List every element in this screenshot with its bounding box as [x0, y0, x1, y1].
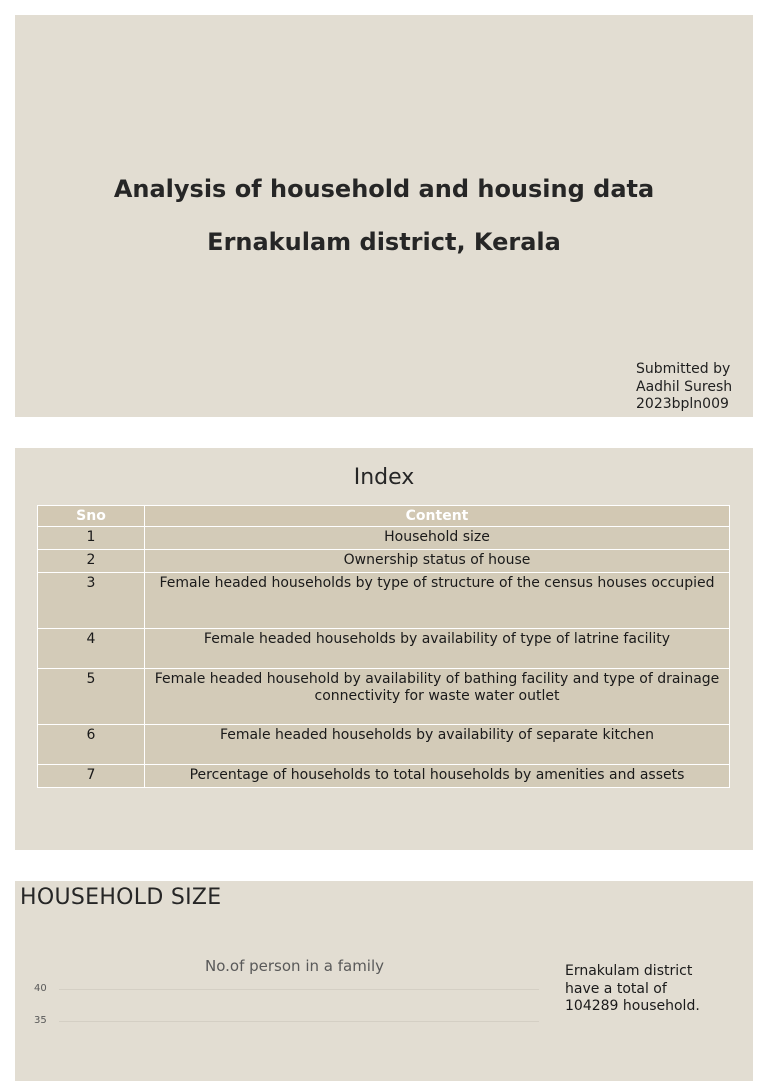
row-content: Percentage of households to total households by amenities and assets — [145, 765, 730, 788]
gridline — [59, 1021, 539, 1022]
household-size-slide — [15, 881, 753, 1081]
row-content: Female headed households by availability of separate kitchen — [145, 725, 730, 765]
row-content: Female headed households by availability of type of latrine facility — [145, 629, 730, 669]
row-content: Ownership status of house — [145, 550, 730, 573]
chart-title: No.of person in a family — [205, 957, 385, 975]
household-size-chart — [29, 951, 549, 1091]
row-sno: 1 — [38, 527, 145, 550]
row-content: Household size — [145, 527, 730, 550]
submitter-name: Aadhil Suresh — [636, 378, 733, 395]
subtitle: Ernakulam district, Kerala — [207, 228, 561, 256]
y-tick-label: 35 — [34, 1015, 47, 1026]
row-sno: 3 — [38, 573, 145, 629]
table-row — [38, 550, 730, 573]
row-sno: 7 — [38, 765, 145, 788]
row-sno: 4 — [38, 629, 145, 669]
main-title: Analysis of household and housing data — [113, 175, 655, 203]
table-row — [38, 669, 730, 725]
row-sno: 5 — [38, 669, 145, 725]
index-slide — [15, 448, 753, 850]
index-title: Index — [353, 465, 415, 490]
table-row — [38, 527, 730, 550]
submitted-label: Submitted by — [636, 361, 731, 377]
table-row — [38, 765, 730, 788]
table-row — [38, 573, 730, 629]
table-row — [38, 725, 730, 765]
row-sno: 2 — [38, 550, 145, 573]
row-content: Female headed households by type of structure of the census houses occupied — [145, 573, 730, 629]
gridline — [59, 989, 539, 990]
household-note: Ernakulam district have a total of 104289 household. — [565, 963, 700, 1014]
row-sno: 6 — [38, 725, 145, 765]
y-tick-label: 40 — [34, 983, 47, 994]
submitted-by-block — [636, 361, 732, 414]
row-content: Female headed household by availability of bathing facility and type of drainage connectivity for waste water outlet — [145, 669, 730, 725]
title-slide — [15, 15, 753, 417]
table-row — [38, 629, 730, 669]
submitter-id: 2023bpln009 — [636, 396, 729, 412]
header-sno: Sno — [38, 506, 145, 527]
index-table — [37, 505, 730, 788]
section-title: HOUSEHOLD SIZE — [20, 885, 222, 910]
header-content: Content — [145, 506, 730, 527]
table-header-row — [38, 506, 730, 527]
